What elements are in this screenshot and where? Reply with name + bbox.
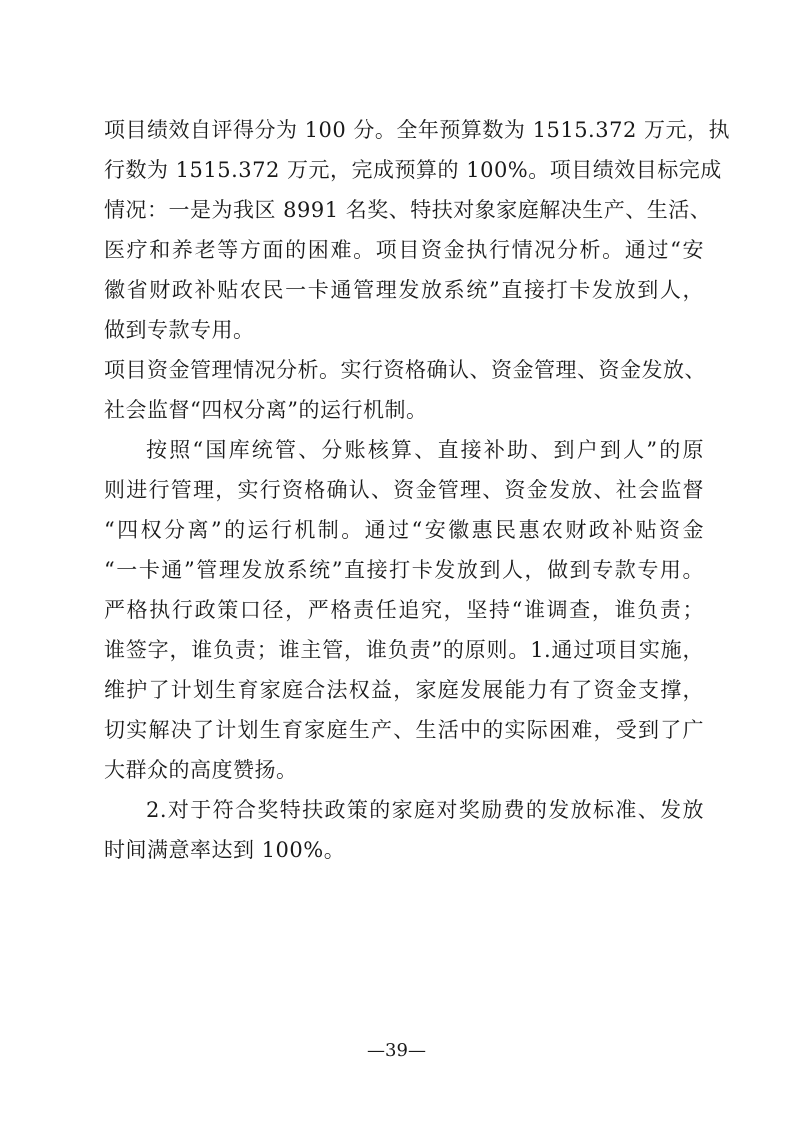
body-text-line: 严格执行政策口径，严格责任追究，坚持“谁调查，谁负责；: [104, 598, 704, 622]
body-text-line: 做到专款专用。: [104, 318, 255, 342]
body-text-line: 行数为 1515.372 万元，完成预算的 100%。项目绩效目标完成: [104, 158, 722, 182]
body-text-line: 大群众的高度赞扬。: [104, 758, 298, 782]
paragraph-first-line: 按照“国库统管、分账核算、直接补助、到户到人”的原: [146, 438, 704, 462]
body-text-line: 社会监督“四权分离”的运行机制。: [104, 398, 428, 422]
body-text-line: 项目资金管理情况分析。实行资格确认、资金管理、资金发放、: [104, 358, 706, 382]
body-text-line: 谁签字，谁负责；谁主管，谁负责”的原则。1.通过项目实施，: [104, 638, 704, 662]
body-text-line: 情况：一是为我区 8991 名奖、特扶对象家庭解决生产、生活、: [104, 198, 712, 222]
body-text-line: 项目绩效自评得分为 100 分。全年预算数为 1515.372 万元，执: [104, 118, 730, 142]
body-text-line: “四权分离”的运行机制。通过“安徽惠民惠农财政补贴资金: [104, 518, 704, 542]
body-text-line: 医疗和养老等方面的困难。项目资金执行情况分析。通过“安: [104, 238, 704, 262]
paragraph-first-line: 2.对于符合奖特扶政策的家庭对奖励费的发放标准、发放: [146, 798, 704, 822]
body-text-line: 切实解决了计划生育家庭生产、生活中的实际困难，受到了广: [104, 718, 704, 742]
body-text-line: 时间满意率达到 100%。: [104, 838, 346, 862]
body-text-line: “一卡通”管理发放系统”直接打卡发放到人，做到专款专用。: [104, 558, 704, 582]
body-text-line: 则进行管理，实行资格确认、资金管理、资金发放、社会监督: [104, 478, 704, 502]
page-number: —39—: [367, 1040, 426, 1061]
body-text-line: 徽省财政补贴农民一卡通管理发放系统”直接打卡发放到人，: [104, 278, 704, 302]
body-text-line: 维护了计划生育家庭合法权益，家庭发展能力有了资金支撑，: [104, 678, 704, 702]
